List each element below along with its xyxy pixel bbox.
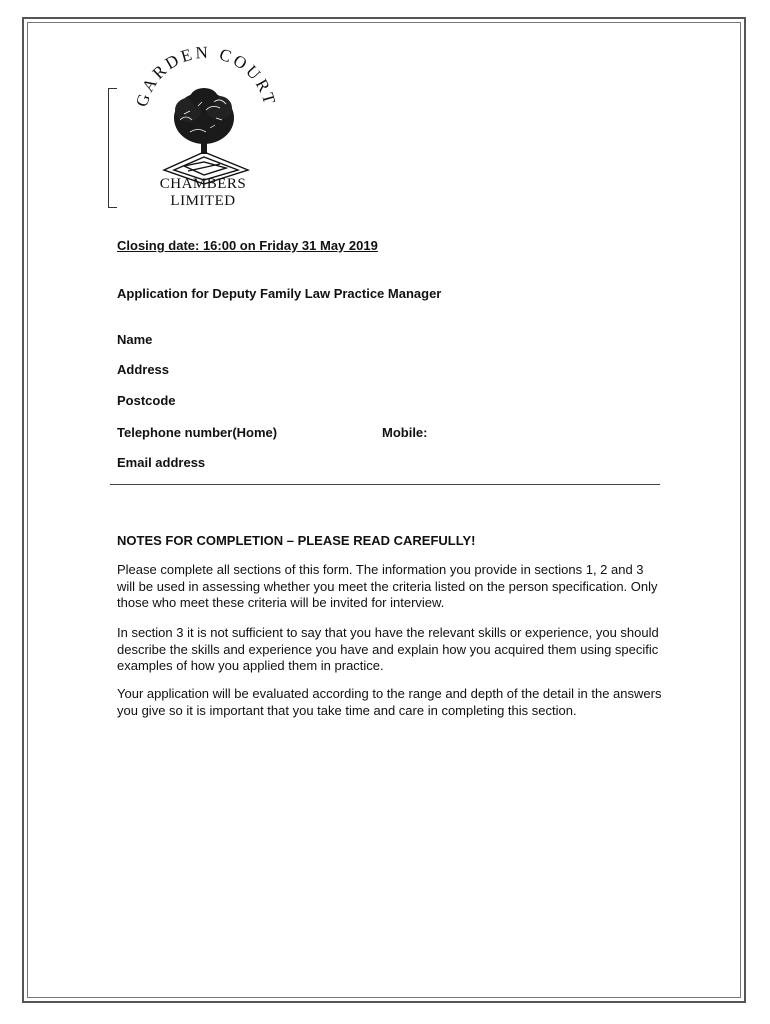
field-label-telephone-home: Telephone number(Home) [117,425,278,440]
notes-paragraph-3: Your application will be evaluated according to the range and depth of the detail in the answers you give so it is important that you take time and care in completing this section. [117,686,662,718]
field-label-mobile: Mobile: [382,425,428,440]
field-label-name: Name [117,332,153,347]
notes-paragraph-1: Please complete all sections of this form. The information you provide in sections 1, 2 and 3 will be used in assessing whether you meet the criteria listed on the person specification. Only those who meet these criteria will be invited for interview. [117,562,658,610]
notes-paragraph-2: In section 3 it is not sufficient to say that you have the relevant skills or experience, you should describe the skills and experience you have and explain how you acquired them using specific examples of how you applied them in practice. [117,625,659,673]
tree-icon [174,88,234,154]
logo-arc-text: GARDEN COURT [132,42,280,109]
field-label-email: Email address [117,455,206,470]
logo-name-line1: CHAMBERS [159,176,247,192]
section-divider [110,484,660,485]
logo-name-line2: LIMITED [170,193,236,209]
notes-heading: NOTES FOR COMPLETION – PLEASE READ CAREFULLY! [117,533,476,548]
field-label-postcode: Postcode [117,393,176,408]
field-label-address: Address [117,362,170,377]
form-title: Application for Deputy Family Law Practice Manager [117,286,442,301]
closing-date: Closing date: 16:00 on Friday 31 May 2019 [117,238,378,253]
logo-bracket [108,88,117,208]
